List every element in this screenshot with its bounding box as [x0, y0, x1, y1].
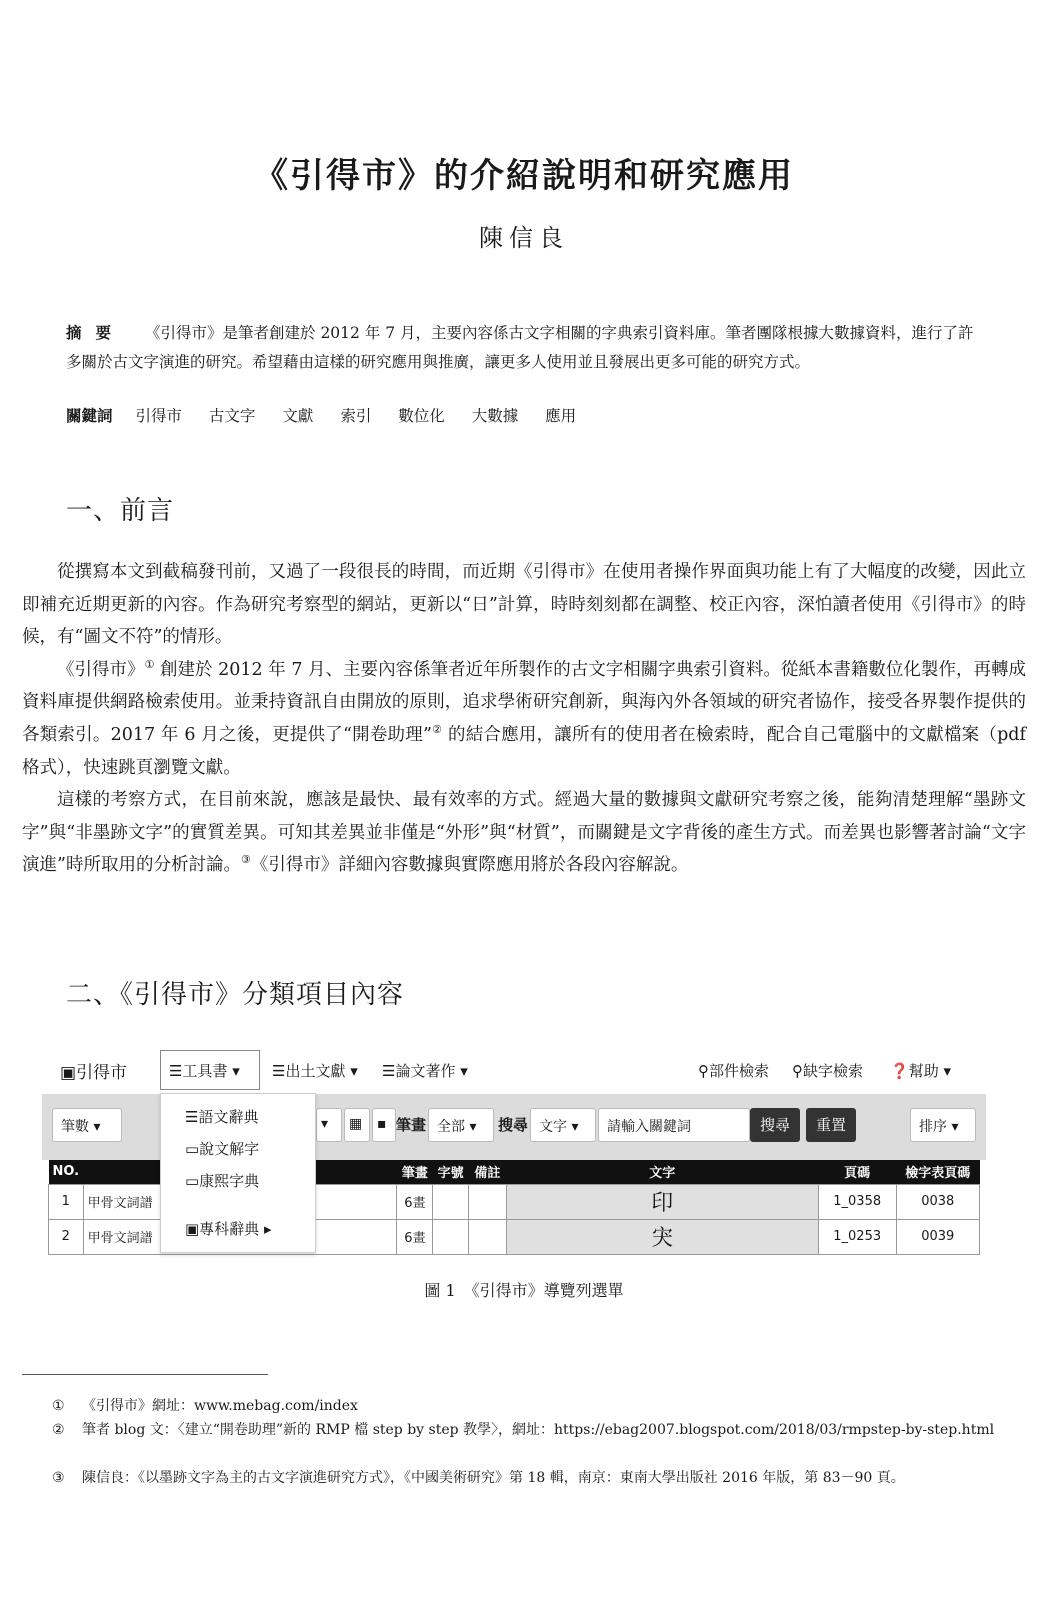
paper-author: 陳信良: [479, 224, 569, 252]
keyword: 大數據: [471, 407, 519, 425]
note: [469, 1219, 507, 1254]
keyword: 古文字: [208, 407, 256, 425]
footnote-text: 《引得市》網址：www.mebag.com/index: [82, 1398, 358, 1414]
column-header[interactable]: NO.: [49, 1160, 84, 1184]
nav-radical-search[interactable]: [698, 1060, 769, 1081]
dropdown-item-kangxi[interactable]: ▭康熙字典: [185, 1172, 260, 1190]
footnote-number: ①: [52, 1398, 65, 1414]
footnote-text: 陳信良：《以墨跡文字為主的古文字演進研究方式》，《中國美術研究》第 18 輯，南京：東南大學出版社 2016 年版，第 83－90 頁。: [82, 1470, 905, 1486]
character-cell[interactable]: 宊: [506, 1219, 818, 1254]
save-icon[interactable]: ▪: [372, 1108, 396, 1142]
nav-unearthed[interactable]: ☰出土文獻 ▾: [272, 1062, 358, 1080]
column-header[interactable]: 筆畫: [397, 1160, 433, 1184]
help-icon: ❓: [890, 1062, 909, 1080]
section-heading-categories: 二、《引得市》分類項目內容: [66, 980, 405, 1010]
footnote-text: 筆者 blog 文：〈建立“開卷助理”新的 RMP 檔 step by step 教學〉，網址：https://ebag2007.blogspot.com/2018/03/rmpstep-by-step.html: [82, 1422, 995, 1438]
dropdown-item-language-dictionary[interactable]: ☰語文辭典: [185, 1108, 259, 1126]
paper-title: 《引得市》的介紹說明和研究應用: [254, 156, 794, 196]
footnote: [22, 1466, 1026, 1490]
search-button[interactable]: 搜尋: [750, 1108, 800, 1142]
dropdown-item-specialized[interactable]: ▣專科辭典 ▸: [185, 1220, 272, 1238]
stroke-label: 筆畫: [396, 1116, 427, 1134]
search-icon: ⚲: [792, 1062, 803, 1080]
strokes-select[interactable]: 筆數 ▾: [52, 1108, 122, 1142]
paragraph: 從撰寫本文到截稿發刊前，又過了一段很長的時間，而近期《引得市》在使用者操作界面與功能上有了大幅度的改變，因此立即補充近期更新的內容。作為研究考察型的網站，更新以“日”計算，時時刻刻都在調整、校正內容，深怕讀者使用《引得市》的時候，有“圖文不符”的情形。: [22, 562, 1026, 648]
text-span: 《引得市》詳細內容數據與實際應用將於各段內容解說。: [250, 855, 689, 876]
dropdown-item-shuowen[interactable]: ▭說文解字: [185, 1140, 260, 1158]
nav-label: 缺字檢索: [803, 1062, 864, 1080]
column-header[interactable]: 文字: [506, 1160, 818, 1184]
chevron-down-icon[interactable]: ▾: [316, 1108, 342, 1142]
figure-caption: 圖 1 《引得市》導覽列選單: [424, 1281, 624, 1300]
stroke-count: 6畫: [397, 1219, 433, 1254]
text-span: 這樣的考察方式，在目前來說，應該是最快、最有效率的方式。經過大量的數據與文獻研究考察之後，能夠清楚理解“墨跡文字”與“非墨跡文字”的實質差異。可知其差異並非僅是“外形”與“材質”，而關鍵是文字背後的產生方式。而差異也影響著討論“文字演進”時所取用的分析討論。: [22, 790, 1026, 876]
keyword: 引得市: [135, 407, 182, 425]
footnote-ref[interactable]: ②: [431, 723, 443, 737]
row-number: 2: [49, 1219, 84, 1254]
keyword: 數位化: [398, 407, 445, 425]
footnote: [22, 1418, 1026, 1442]
nav-label: 幫助 ▾: [908, 1062, 951, 1080]
nav-help[interactable]: [890, 1060, 951, 1081]
text-select[interactable]: 文字 ▾: [530, 1108, 596, 1142]
all-select[interactable]: 全部 ▾: [428, 1108, 494, 1142]
footnote-ref[interactable]: ③: [240, 853, 251, 867]
keywords: [66, 404, 986, 426]
text-span: 的結合應用，讓所有的使用者在檢索時，配合自己電腦中的文獻檔案（pdf 格式），快速跳頁瀏覽文獻。: [22, 724, 1026, 778]
grid-icon[interactable]: ▦: [344, 1108, 370, 1142]
figure-screenshot: [42, 1046, 986, 1258]
char-number: [433, 1184, 469, 1219]
abstract: [66, 318, 986, 377]
paragraph: [22, 784, 1026, 882]
footnote-divider: [22, 1374, 268, 1375]
search-icon: ⚲: [698, 1062, 709, 1080]
text-span: 創建於 2012 年 7 月、主要內容係筆者近年所製作的古文字相關字典索引資料。從紙本書籍數位化製作，再轉成資料庫提供網路檢索使用。並秉持資訊自由開放的原則，追求學術研究創新，與海內外各領域的研究者協作，接受各界製作提供的各類索引。2017 年 6 月之後，更提供了“開卷助理”: [22, 659, 1026, 745]
footnote: [22, 1394, 1026, 1418]
abstract-text: 《引得市》是筆者創建於 2012 年 7 月，主要內容係古文字相關的字典索引資料庫。筆者團隊根據大數據資料，進行了許多關於古文字演進的研究。希望藉由這樣的研究應用與推廣，讓更多人使用並且發展出更多可能的研究方式。: [66, 324, 974, 371]
page-number[interactable]: 1_0253: [818, 1219, 896, 1254]
nav-label: 部件檢索: [709, 1062, 770, 1080]
page-number[interactable]: 1_0358: [818, 1184, 896, 1219]
footnote-number: ②: [52, 1422, 65, 1438]
reference-books-dropdown: [160, 1093, 316, 1253]
keywords-label: 關鍵詞: [66, 406, 113, 425]
nav-papers[interactable]: ☰論文著作 ▾: [382, 1062, 468, 1080]
cube-icon: ▣: [60, 1063, 77, 1083]
row-number: 1: [49, 1184, 84, 1219]
column-header[interactable]: 檢字表頁碼: [896, 1160, 979, 1184]
text-span: 《引得市》: [57, 659, 145, 680]
index-page: 0039: [896, 1219, 979, 1254]
brand-name: 引得市: [76, 1063, 128, 1083]
footnote-number: ③: [52, 1470, 65, 1486]
column-header[interactable]: 備註: [469, 1160, 507, 1184]
section-heading-intro: 一、前言: [66, 496, 175, 526]
character-cell[interactable]: 印: [506, 1184, 818, 1219]
sort-select[interactable]: 排序 ▾: [910, 1108, 976, 1142]
stroke-count: 6畫: [397, 1184, 433, 1219]
keyword: 文獻: [282, 407, 314, 425]
navbar: [42, 1046, 986, 1094]
keyword-input[interactable]: 請輸入關鍵詞: [598, 1108, 750, 1142]
column-header[interactable]: 字號: [433, 1160, 469, 1184]
source-name[interactable]: 甲骨文詞譜: [83, 1219, 397, 1254]
nav-reference-books[interactable]: ☰工具書 ▾: [160, 1050, 260, 1090]
intro-body: [22, 556, 1026, 882]
keyword: 應用: [545, 407, 577, 425]
char-number: [433, 1219, 469, 1254]
note: [469, 1184, 507, 1219]
paragraph: [22, 654, 1026, 784]
abstract-label: 摘要: [66, 323, 126, 342]
footnote-ref[interactable]: ①: [144, 657, 155, 671]
brand[interactable]: [60, 1058, 127, 1083]
keyword: 索引: [340, 407, 372, 425]
source-name[interactable]: 甲骨文詞譜: [83, 1184, 397, 1219]
column-header[interactable]: 頁碼: [818, 1160, 896, 1184]
search-label: 搜尋: [498, 1116, 529, 1134]
nav-missing-search[interactable]: [792, 1060, 863, 1081]
index-page: 0038: [896, 1184, 979, 1219]
reset-button[interactable]: 重置: [806, 1108, 856, 1142]
